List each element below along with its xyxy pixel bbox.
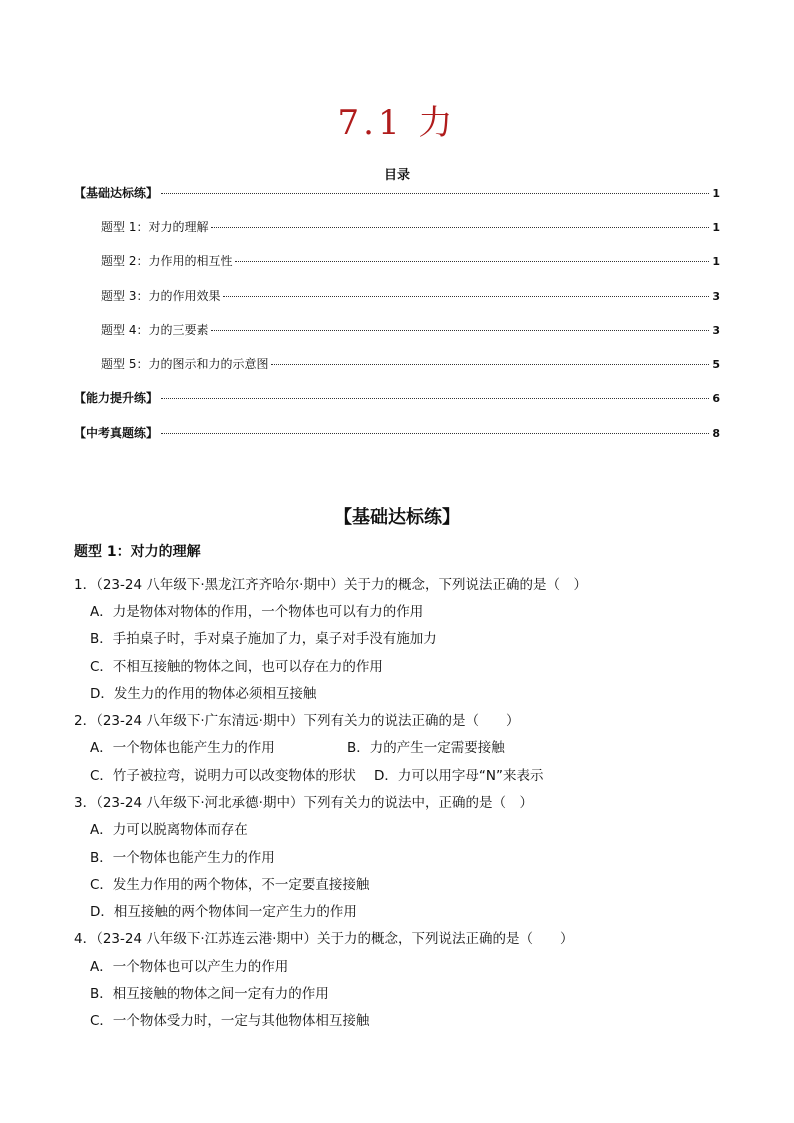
- toc-entry-label: 题型 4：力的三要素: [101, 323, 209, 337]
- toc-entry-label: 题型 2：力作用的相互性: [101, 254, 233, 268]
- answer-option: B．一个物体也能产生力的作用: [90, 850, 275, 866]
- answer-option: B．手拍桌子时，手对桌子施加了力，桌子对手没有施加力: [90, 631, 437, 647]
- answer-option: C．不相互接触的物体之间，也可以存在力的作用: [90, 659, 383, 675]
- section-title: 【基础达标练】: [334, 507, 460, 528]
- toc-entry-label: 【基础达标练】: [74, 186, 159, 200]
- toc-entry-page: 1: [712, 221, 720, 234]
- question-stem: 3．（23-24 八年级下·河北承德·期中）下列有关力的说法中，正确的是（ ）: [74, 795, 533, 811]
- toc-leader-dots: [161, 193, 709, 194]
- toc-entry[interactable]: [0, 287, 794, 305]
- toc-entry-page: 8: [712, 427, 720, 440]
- toc-entry-page: 6: [712, 392, 720, 405]
- answer-option: C．一个物体受力时，一定与其他物体相互接触: [90, 1013, 370, 1029]
- toc-entry-label: 【中考真题练】: [74, 426, 159, 440]
- toc-heading: 目录: [383, 168, 410, 183]
- toc-leader-dots: [271, 364, 709, 365]
- answer-option: B．相互接触的物体之间一定有力的作用: [90, 986, 329, 1002]
- toc-entry-label: 题型 5：力的图示和力的示意图: [101, 357, 269, 371]
- toc-entry-page: 1: [712, 255, 720, 268]
- question-stem: 1．（23-24 八年级下·黑龙江齐齐哈尔·期中）关于力的概念，下列说法正确的是（ ）: [74, 577, 587, 593]
- answer-option: D．相互接触的两个物体间一定产生力的作用: [90, 904, 357, 920]
- answer-option: B．力的产生一定需要接触: [347, 740, 505, 756]
- toc-entry-page: 1: [712, 187, 720, 200]
- toc-entry[interactable]: [0, 218, 794, 236]
- answer-option: C．发生力作用的两个物体，不一定要直接接触: [90, 877, 370, 893]
- page-title: 7.1 力: [337, 103, 457, 143]
- toc-entry[interactable]: [0, 424, 794, 442]
- toc-leader-dots: [223, 296, 709, 297]
- toc-leader-dots: [161, 398, 709, 399]
- toc-entry-page: 3: [712, 290, 720, 303]
- toc-entry-label: 题型 3：力的作用效果: [101, 289, 221, 303]
- toc-entry[interactable]: [0, 355, 794, 373]
- answer-option: C．竹子被拉弯，说明力可以改变物体的形状: [90, 768, 356, 784]
- toc-entry-page: 3: [712, 324, 720, 337]
- question-stem: 2．（23-24 八年级下·广东清远·期中）下列有关力的说法正确的是（ ）: [74, 713, 520, 729]
- answer-option: A．力是物体对物体的作用，一个物体也可以有力的作用: [90, 604, 424, 620]
- toc-entry-page: 5: [712, 358, 720, 371]
- toc-entry[interactable]: [0, 184, 794, 202]
- answer-option: D．力可以用字母“N”来表示: [374, 768, 544, 784]
- toc-entry[interactable]: [0, 252, 794, 270]
- question-stem: 4．（23-24 八年级下·江苏连云港·期中）关于力的概念，下列说法正确的是（ ）: [74, 931, 574, 947]
- answer-option: A．力可以脱离物体而存在: [90, 822, 248, 838]
- toc-leader-dots: [235, 261, 709, 262]
- answer-option: D．发生力的作用的物体必须相互接触: [90, 686, 317, 702]
- toc-entry[interactable]: [0, 321, 794, 339]
- answer-option: A．一个物体也能产生力的作用: [90, 740, 275, 756]
- question-type-heading: 题型 1：对力的理解: [74, 544, 201, 560]
- toc-entry-label: 【能力提升练】: [74, 391, 159, 405]
- toc-leader-dots: [161, 433, 709, 434]
- toc-leader-dots: [211, 330, 709, 331]
- answer-option: A．一个物体也可以产生力的作用: [90, 959, 289, 975]
- toc-entry-label: 题型 1：对力的理解: [101, 220, 209, 234]
- toc-leader-dots: [211, 227, 709, 228]
- toc-entry[interactable]: [0, 389, 794, 407]
